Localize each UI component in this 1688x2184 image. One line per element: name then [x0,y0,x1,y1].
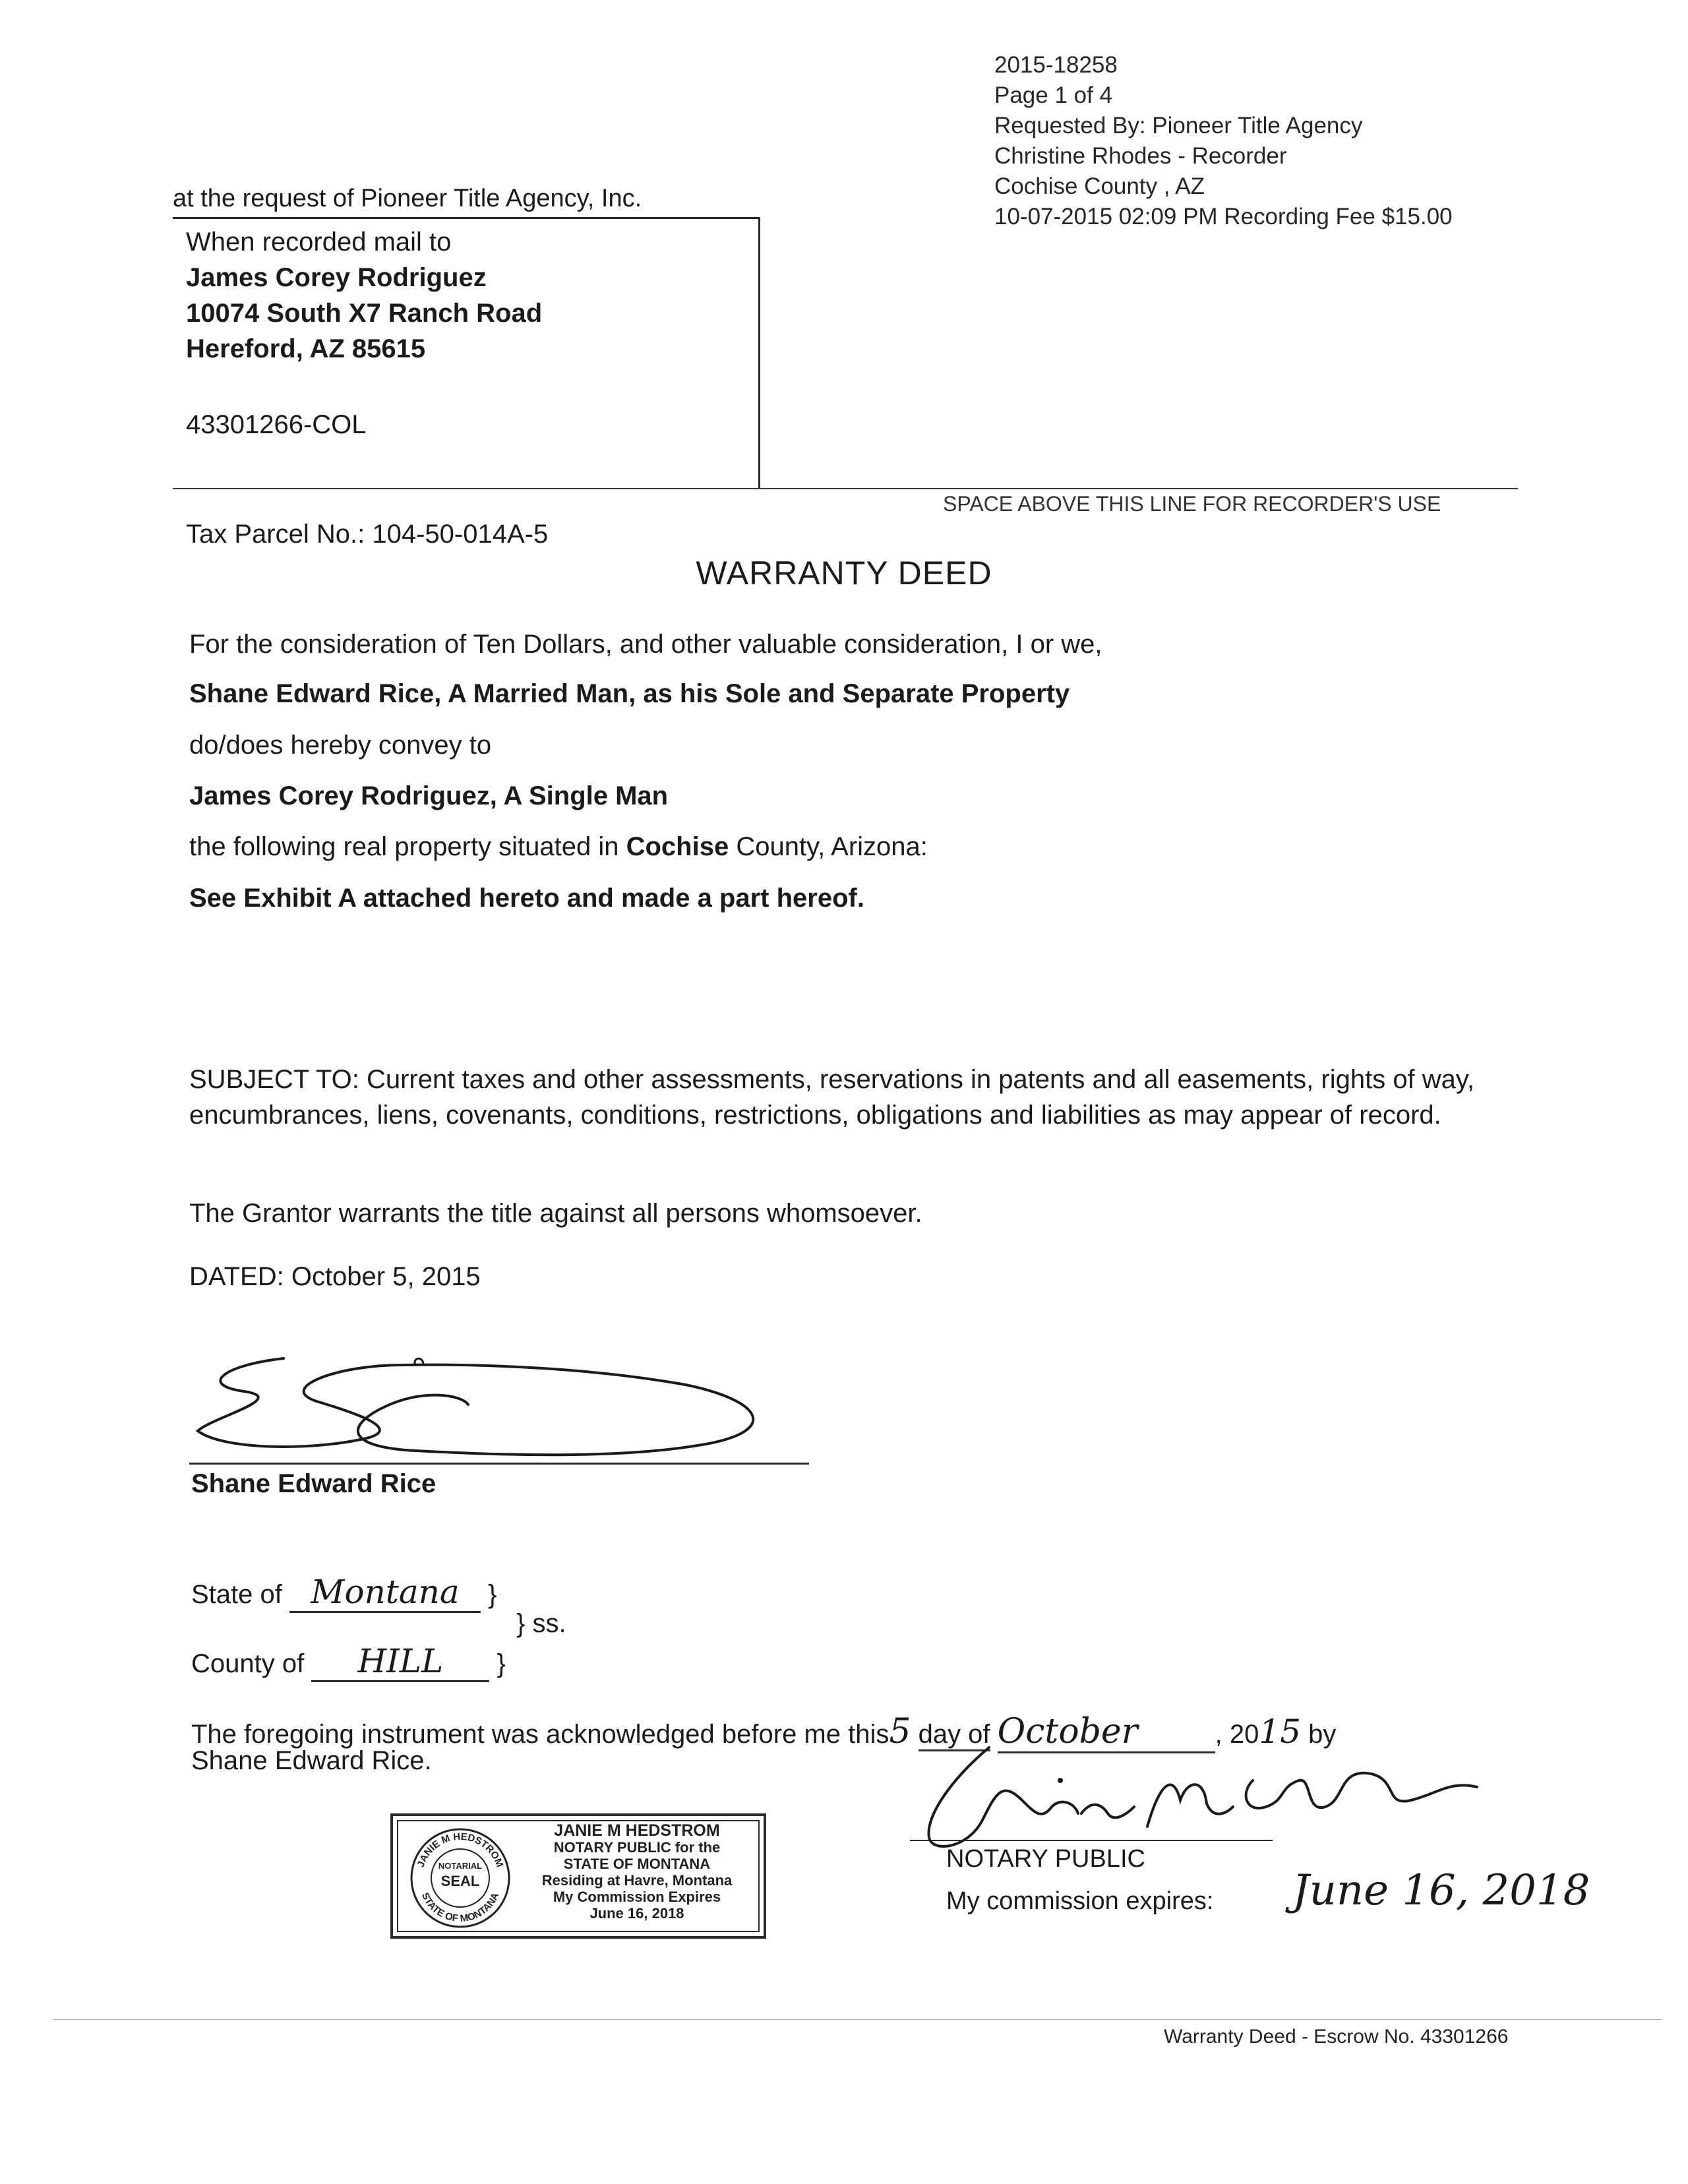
request-line-rule [173,217,760,219]
subject-to: SUBJECT TO: Current taxes and other assessments, reservations in patents and all easements, rights of way, encumbrances, liens, covenants, conditions, restrictions, obligations and liabilities as may appear of record. [189,1065,1475,1130]
property-suffix: County, Arizona: [736,832,928,861]
property-line [189,832,928,862]
ack-by: by [1308,1720,1337,1749]
venue-ss: } ss. [516,1609,566,1638]
ack-year-suffix: 15 [1259,1713,1302,1751]
ack-month: October [998,1712,1215,1753]
recorder-name: Christine Rhodes - Recorder [994,143,1287,169]
venue-state-brace: } [488,1580,497,1609]
seal-line-3: Residing at Havre, Montana [541,1872,733,1889]
notary-seal-stamp [390,1813,766,1939]
ack-person: Shane Edward Rice. [191,1746,432,1775]
mail-to-label: When recorded mail to [186,228,452,257]
seal-line-2: STATE OF MONTANA [563,1856,711,1872]
ack-day-of: day of [919,1720,990,1751]
mail-to-city: Hereford, AZ 85615 [186,334,426,363]
seal-line-1: NOTARY PUBLIC for the [553,1839,721,1856]
notary-public-title: NOTARY PUBLIC [946,1845,1145,1873]
notary-seal-emblem [407,1825,513,1931]
venue-county-label: County of [191,1649,305,1678]
tax-parcel [186,520,548,549]
notary-seal-text [518,1823,756,1922]
venue-state-label: State of [191,1580,282,1609]
mail-to-block [186,224,542,367]
tax-parcel-value: 104-50-014A-5 [372,520,549,549]
notary-signature [910,1741,1503,1860]
mail-to-street: 10074 South X7 Ranch Road [186,299,543,328]
grantor: Shane Edward Rice, A Married Man, as his Sole and Separate Property [189,679,1070,708]
exhibit-line: See Exhibit A attached hereto and made a part hereof. [189,884,864,913]
signer-name: Shane Edward Rice [191,1469,437,1498]
document-title: WARRANTY DEED [696,555,992,592]
venue-state [191,1573,497,1613]
consideration-line: For the consideration of Ten Dollars, and other valuable consideration, I or we, [189,630,1102,659]
grantor-signature [185,1339,791,1464]
commission-expires-label: My commission expires: [946,1887,1214,1915]
venue-county [191,1642,506,1682]
seal-ring-mid: NOTARIAL [438,1861,483,1871]
ack-year-prefix: , 20 [1215,1720,1259,1749]
document-number: 2015-18258 [994,52,1118,78]
page-count: Page 1 of 4 [994,82,1113,108]
venue-county-value: HILL [311,1642,489,1682]
tax-parcel-label: Tax Parcel No.: [186,520,365,549]
property-prefix: the following real property situated in [189,832,619,861]
convey-line: do/does hereby convey to [189,731,492,760]
ack-text: The foregoing instrument was acknowledged before me this [191,1720,889,1749]
venue-state-value: Montana [289,1573,481,1613]
seal-center: SEAL [440,1873,480,1889]
recording-county: Cochise County , AZ [994,173,1205,199]
notary-signature-line [910,1840,1273,1841]
footer-rule [53,2019,1662,2020]
mail-to-name: James Corey Rodriguez [186,263,487,292]
grantee: James Corey Rodriguez, A Single Man [189,781,669,810]
request-line: at the request of Pioneer Title Agency, Inc. [173,185,642,212]
property-county: Cochise [626,832,729,861]
seal-line-4: My Commission Expires [553,1889,721,1905]
seal-ring-top: JANIE M HEDSTROM [415,1831,506,1869]
commission-expires-date: June 16, 2018 [1292,1866,1590,1915]
seal-ring-bottom: STATE OF MONTANA [419,1891,502,1925]
recording-stamp [994,50,1453,232]
warranty-line: The Grantor warrants the title against all persons whomsoever. [189,1199,922,1228]
escrow-reference: 43301266-COL [186,410,367,439]
dated-line: DATED: October 5, 2015 [189,1262,481,1291]
mail-box-divider [758,218,760,488]
recording-datetime-fee: 10-07-2015 02:09 PM Recording Fee $15.00 [994,204,1453,229]
recorder-use-label: SPACE ABOVE THIS LINE FOR RECORDER'S USE [943,492,1441,516]
recorder-use-rule [173,488,1518,489]
venue-county-brace: } [497,1649,506,1678]
footer-escrow: Warranty Deed - Escrow No. 43301266 [1164,2026,1509,2048]
requested-by: Requested By: Pioneer Title Agency [994,113,1363,138]
seal-notary-name: JANIE M HEDSTROM [554,1821,720,1840]
signature-line [189,1463,809,1465]
seal-line-5: June 16, 2018 [589,1905,684,1922]
ack-day: 5 [889,1712,911,1751]
